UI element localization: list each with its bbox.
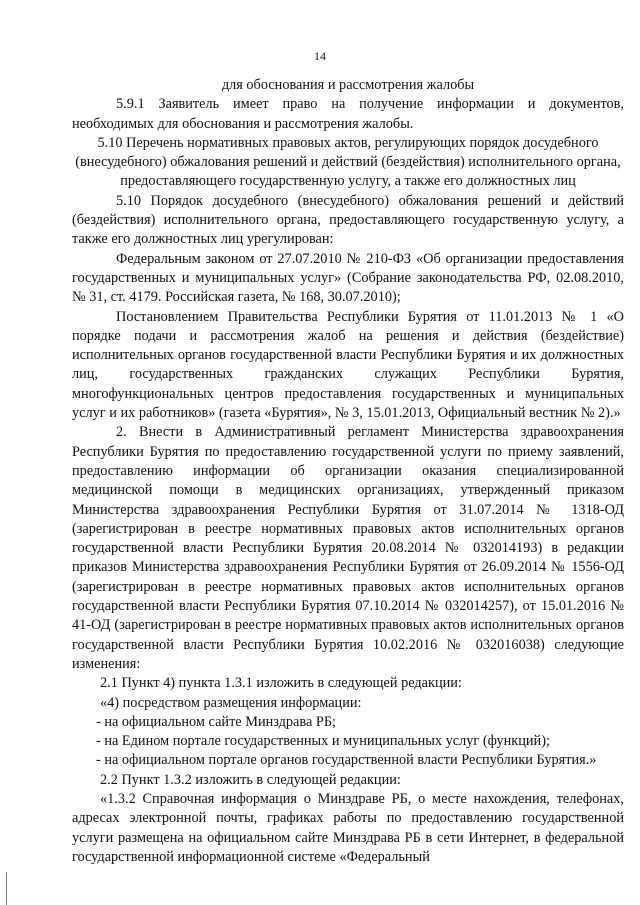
paragraph-1-3-2: «1.3.2 Справочная информация о Минздраве РБ, о месте нахождения, телефонах, адресах электронной почты, графиках работы по предоставлению государственной услуги размещена на официальном сайте Минздрава РБ в сети Интернет, в федеральной государственной информационной системе «Федеральный bbox=[72, 790, 624, 865]
document-body bbox=[72, 76, 624, 867]
paragraph-amendments-intro: 2. Внести в Административный регламент Министерства здравоохранения Республики Бурятия по предоставлению государственной услуги по приему заявлений, предоставлению информации об организации оказания специализированной медицинской помощи в медицинских организациях, утвержденный приказом Министерства здравоохранения Республики Бурятия от 31.07.2014 № 1318-ОД (зарегистрирован в реестре нормативных правовых актов исполнительных органов государственной власти Республики Бурятия 20.08.2014 № 032014193) в редакции приказов Министерства здравоохранения Республики Бурятия от 26.09.2014 № 1556-ОД (зарегистрирован в реестре нормативных правовых актов исполнительных органов государственной власти Республики Бурятия 07.10.2014 № 032014257), от 15.01.2016 № 41-ОД (зарегистрирован в реестре нормативных правовых актов исполнительных органов государственной власти Республики Бурятия 10.02.2016 № 032016038) следующие изменения: bbox=[72, 424, 624, 672]
list-item-unified-portal: - на Едином портале государственных и муниципальных услуг (функций); bbox=[96, 733, 550, 750]
list-item-intro: «4) посредством размещения информации: bbox=[100, 694, 362, 711]
page-number: 14 bbox=[314, 49, 326, 63]
list-item-official-site: - на официальном сайте Минздрава РБ; bbox=[96, 713, 337, 730]
paragraph-5-10-heading: 5.10 Перечень нормативных правовых актов, регулирующих порядок досудебного (внесудебного) обжалования решений и действий (бездействия) исполнительного органа, предоставляющего государственную услугу, а также его должностных лиц bbox=[75, 134, 621, 190]
paragraph-2-1: 2.1 Пункт 4) пункта 1.3.1 изложить в следующей редакции: bbox=[100, 675, 462, 692]
paragraph-section-heading-tail: для обоснования и рассмотрения жалобы bbox=[221, 77, 475, 93]
list-item-government-portal: - на официальном портале органов государственной власти Республики Бурятия.» bbox=[96, 752, 597, 769]
scan-edge-line bbox=[6, 872, 7, 905]
paragraph-5-9-1: 5.9.1 Заявитель имеет право на получение информации и документов, необходимых для обоснования и рассмотрения жалобы. bbox=[72, 96, 624, 132]
paragraph-federal-law: Федеральным законом от 27.07.2010 № 210-ФЗ «Об организации предоставления государственных и муниципальных услуг» (Собрание законодательства РФ, 02.08.2010, № 31, ст. 4179. Российская газета, № 168, 30.07.2010); bbox=[72, 250, 624, 306]
paragraph-2-2: 2.2 Пункт 1.3.2 изложить в следующей редакции: bbox=[100, 771, 401, 788]
paragraph-government-resolution: Постановлением Правительства Республики Бурятия от 11.01.2013 № 1 «О порядке подачи и рассмотрения жалоб на решения и действия (бездействие) исполнительных органов государственной власти Республики Бурятия и их должностных лиц, государственных гражданских служащих Республики Бурятия, многофункциональных центров предоставления государственных и муниципальных услуг и их работников» (газета «Бурятия», № 3, 15.01.2013, Официальный вестник № 2).» bbox=[72, 308, 624, 422]
paragraph-5-10-text: 5.10 Порядок досудебного (внесудебного) обжалования решений и действий (бездействия) исполнительного органа, предоставляющего государственную услугу, а также его должностных лиц урегулирован: bbox=[72, 192, 624, 248]
